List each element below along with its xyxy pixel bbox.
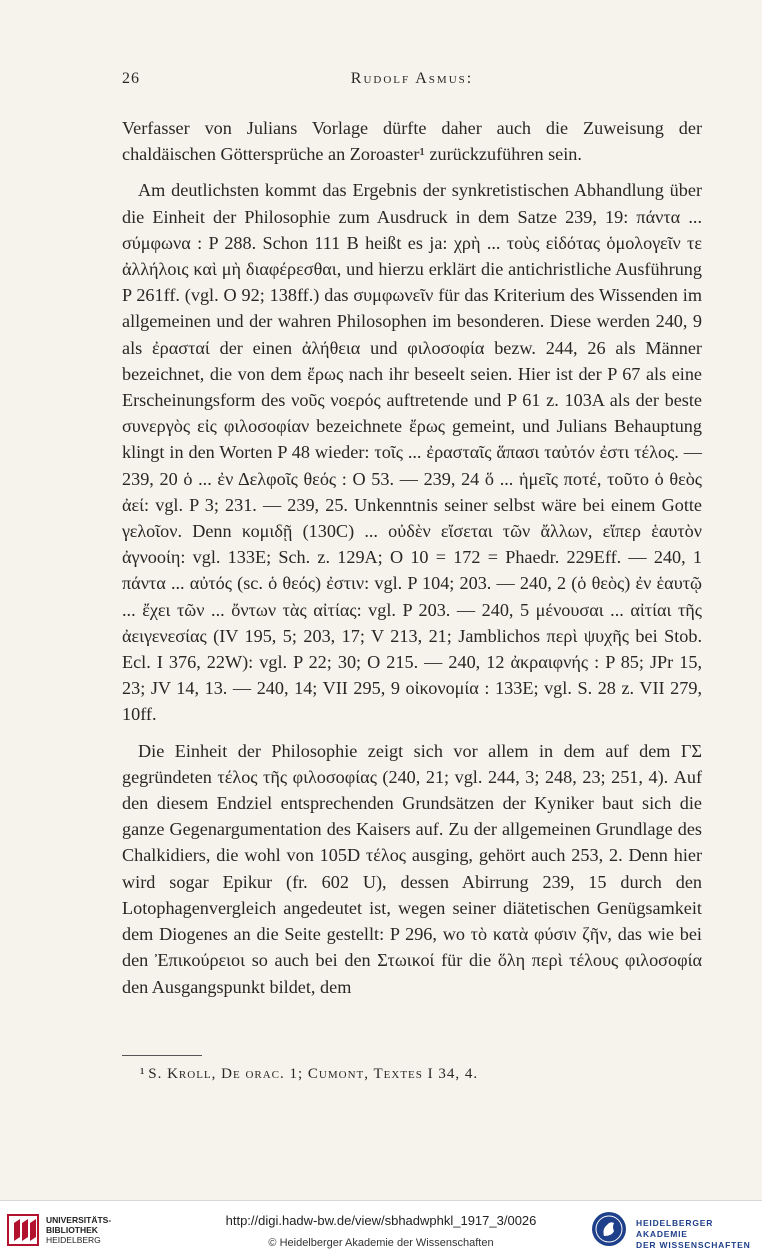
- paragraph-2: Am deutlichsten kommt das Ergebnis der synkretistischen Abhandlung über die Einheit der Philosophie zum Ausdruck in dem Satze 239, 19: πάντα ... σύμφωνα : P 288. Schon 111 B heißt es ja: χρὴ ... τοὺς εἰδότας ὁμολογεῖν τε ἀλλήλοις καὶ μὴ διαφέρεσθαι, und hierzu erklärt die antichristliche Ausführung P 261ff. (vgl. O 92; 138ff.) das συμφωνεῖν für das Kriterium des Wissenden im allgemeinen und der wahren Philosophen im besonderen. Diese werden 240, 9 als ἐρασταί der einen ἀλήθεια und φιλοσοφία bezw. 244, 26 als Männer bezeichnet, die von dem ἔρως nach ihr beseelt seien. Hier ist der P 67 als eine Erscheinungsform des νοῦς νοερός auftretende und P 61 z. 103A als der beste συνεργὸς εἰς φιλοσοφίαν bezeichnete ἔρως gemeint, und Julians Behauptung klingt in den Worten P 48 wieder: τοῖς ... ἐρασταῖς ἅπασι ταὐτόν ἐστι τέλος. — 239, 20 ὁ ... ἐν Δελφοῖς θεός : O 53. — 239, 24 ὅ ... ἡμεῖς ποτέ, τοῦτο ὁ θεὸς ἀεί: vgl. P 3; 231. — 239, 25. Unkenntnis seiner selbst wäre bei einem Gotte γελοῖον. Denn κομιδῇ (130C) ... οὐδὲν εἴσεται τῶν ἄλλων, εἴπερ ἑαυτὸν ἀγνοοίη: vgl. 133E; Sch. z. 129A; O 10 = 172 = Phaedr. 229Eff. — 240, 1 πάντα ... αὐτός (sc. ὁ θεός) ἐστιν: vgl. P 104; 203. — 240, 2 (ὁ θεὸς) ἐν ἑαυτῷ ... ἔχει τῶν ... ὄντων τὰς αἰτίας: vgl. P 203. — 240, 5 μένουσαι ... αἰτίαι τῆς ἀειγενεσίας (IV 195, 5; 203, 17; V 213, 21; Jamblichos περὶ ψυχῆς bei Stob. Ecl. I 376, 22W): vgl. P 22; 30; O 215. — 240, 12 ἀκραιφνής : P 85; JPr 15, 23; JV 14, 13. — 240, 14; VII 295, 9 οἰκονομία : 133E; vgl. S. 28 z. VII 279, 10ff.: [122, 180, 702, 725]
- permalink-url[interactable]: http://digi.hadw-bw.de/view/sbhadwphkl_1917_3/0026: [225, 1213, 537, 1228]
- paragraph-3: Die Einheit der Philosophie zeigt sich vor allem in dem auf dem ΓΣ gegründeten τέλος τῆς φιλοσοφίας (240, 21; vgl. 244, 3; 248, 23; 251, 4). Auf den diesem Endziel entsprechenden Grundsätzen der Kyniker baut sich die ganze Gegenargumentation des Kaisers auf. Zu der allgemeinen Grundlage des Chalkidiers, die wohl von 105D τέλος ausging, gehört auch 253, 2. Denn hier wird sogar Epikur (fr. 602 U), dessen Abirrung 239, 15 durch den Lotophagenvergleich angedeutet ist, wegen seiner diätetischen Genügsamkeit dem Diogenes an die Seite gestellt: P 296, wo τὸ κατὰ φύσιν ζῆν, das wie bei den Ἐπικούρειοι so auch bei den Στωικοί für die ὅλη περὶ τέλους φιλοσοφία den Ausgangspunkt bildet, dem: [122, 740, 702, 997]
- running-title: Rudolf Asmus:: [350, 70, 474, 87]
- viewer-footer: [0, 1200, 762, 1258]
- academy-name: HEIDELBERGER AKADEMIE DER WISSENSCHAFTEN: [636, 1218, 751, 1250]
- university-library-name: UNIVERSITÄTS- BIBLIOTHEK HEIDELBERG: [46, 1215, 112, 1245]
- paragraph-1: Verfasser von Julians Vorlage dürfte daher auch die Zuweisung der chaldäischen Göttersprüche an Zoroaster¹ zurückzuführen sein.: [122, 118, 702, 165]
- footnote-text: S. Kroll, De orac. 1; Cumont, Textes I 34, 4.: [148, 1066, 479, 1082]
- academy-seal-icon[interactable]: [590, 1209, 628, 1249]
- main-text: [122, 115, 702, 1000]
- page-header: [122, 70, 702, 94]
- page-number: 26: [122, 70, 140, 87]
- footnote-marker: ¹: [140, 1066, 145, 1082]
- copyright-notice: © Heidelberger Akademie der Wissenschaften: [268, 1237, 494, 1249]
- footnote: [140, 1066, 478, 1083]
- footnote-rule: [122, 1055, 202, 1056]
